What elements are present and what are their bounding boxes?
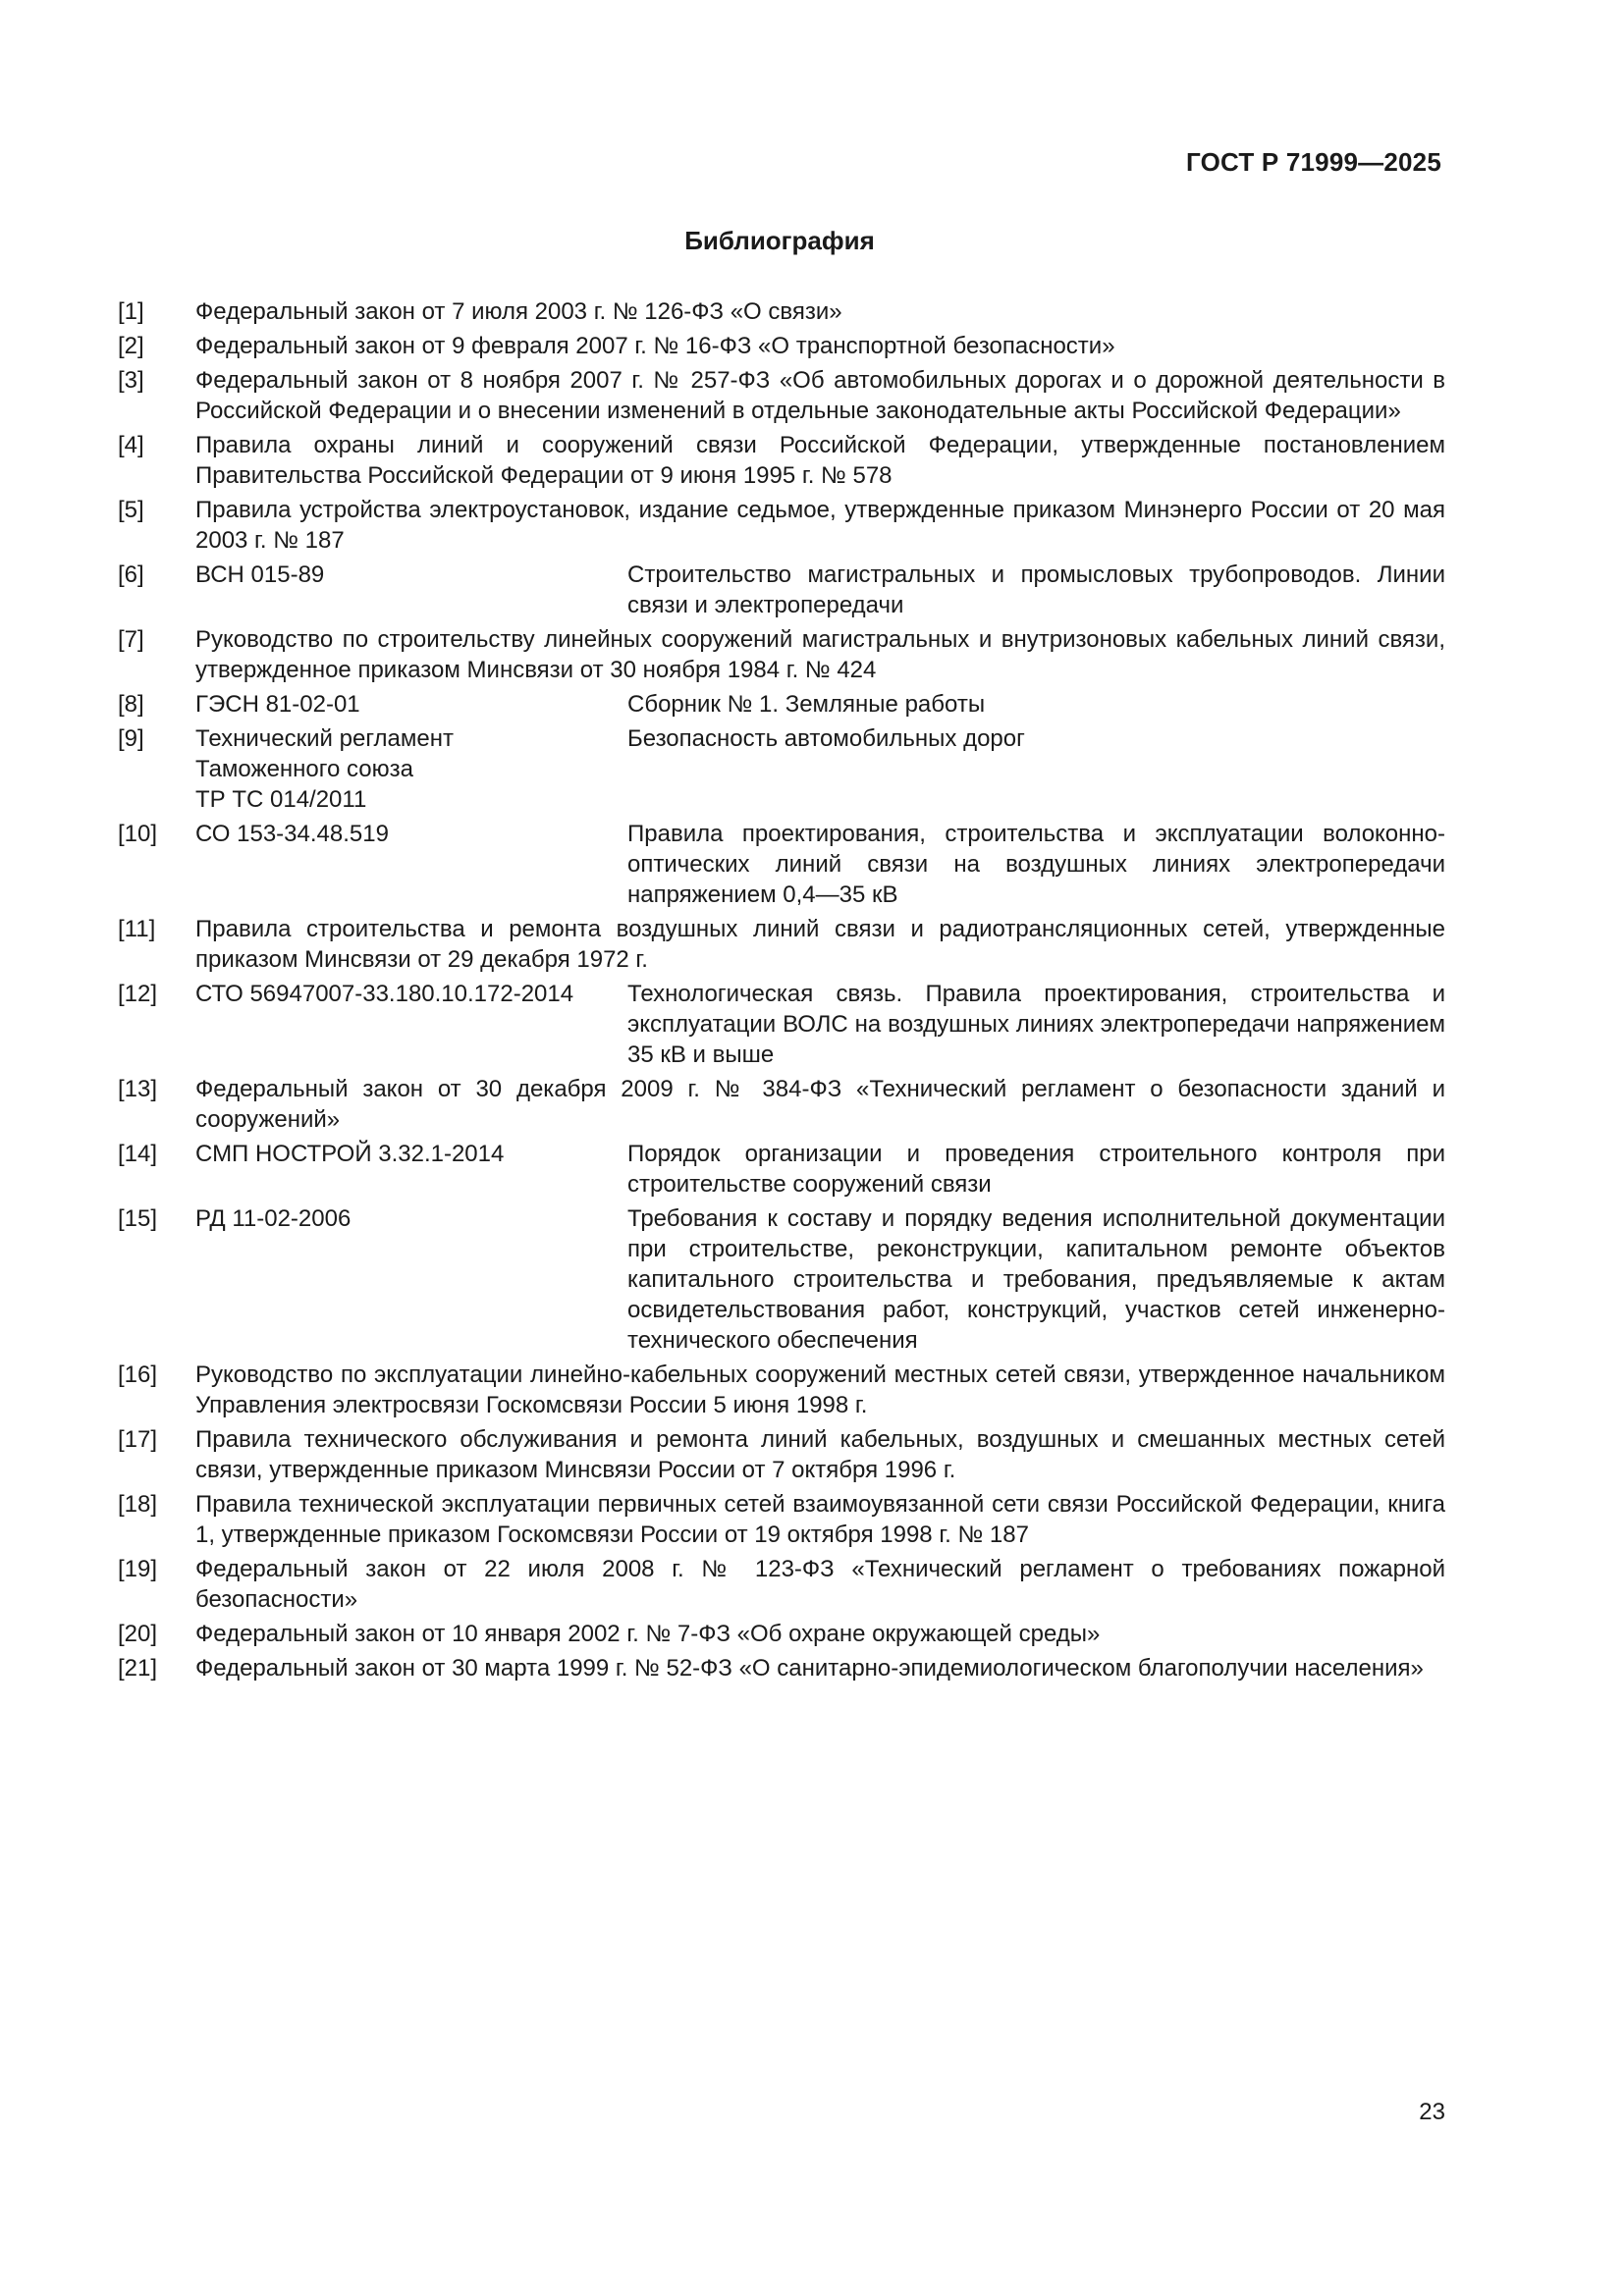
bibliography-entry	[118, 689, 1445, 720]
entry-number: [17]	[118, 1426, 158, 1453]
entry-number: [5]	[118, 497, 144, 523]
entry-number: [8]	[118, 691, 144, 718]
bibliography-entry	[118, 365, 1445, 426]
entry-text: Руководство по строительству линейных сооружений магистральных и внутризоновых кабельных линий связи, утвержденное приказом Минсвязи от 30 ноября 1984 г. № 424	[195, 626, 1445, 683]
entry-document-code: СТО 56947007-33.180.10.172-2014	[195, 981, 574, 1007]
entry-document-title: Безопасность автомобильных дорог	[627, 725, 1025, 752]
bibliography-entry	[118, 560, 1445, 620]
page-number: 23	[1419, 2099, 1445, 2125]
bibliography-entry	[118, 914, 1445, 975]
entry-document-code: ВСН 015-89	[195, 561, 325, 588]
entry-number: [18]	[118, 1491, 158, 1518]
entry-number: [1]	[118, 298, 144, 325]
entry-text: Федеральный закон от 9 февраля 2007 г. № 16-ФЗ «О транспортной безопасности»	[195, 333, 1115, 359]
entry-text: Федеральный закон от 7 июля 2003 г. № 126-ФЗ «О связи»	[195, 298, 842, 325]
bibliography-entry	[118, 331, 1445, 361]
bibliography-entry	[118, 1554, 1445, 1615]
entry-text: Федеральный закон от 10 января 2002 г. № 7-ФЗ «Об охране окружающей среды»	[195, 1621, 1101, 1647]
entry-number: [20]	[118, 1621, 158, 1647]
bibliography-entry	[118, 819, 1445, 910]
bibliography-entry	[118, 1203, 1445, 1356]
bibliography-entry	[118, 430, 1445, 491]
entry-document-code: ГЭСН 81-02-01	[195, 691, 360, 718]
entry-document-title: Технологическая связь. Правила проектирования, строительства и эксплуатации ВОЛС на воздушных линиях электропередачи напряжением 35 кВ и выше	[627, 981, 1445, 1068]
entry-number: [3]	[118, 367, 144, 394]
entry-number: [16]	[118, 1362, 158, 1388]
entry-number: [11]	[118, 916, 156, 942]
entry-document-code: СО 153-34.48.519	[195, 821, 389, 847]
entry-number: [9]	[118, 725, 144, 752]
bibliography-entry	[118, 1360, 1445, 1420]
bibliography-entry	[118, 495, 1445, 556]
entry-number: [15]	[118, 1205, 158, 1232]
bibliography-entry	[118, 1074, 1445, 1135]
entry-text: Правила технического обслуживания и ремонта линий кабельных, воздушных и смешанных местных сетей связи, утвержденные приказом Минсвязи России от 7 октября 1996 г.	[195, 1426, 1445, 1483]
entry-number: [10]	[118, 821, 158, 847]
entry-number: [6]	[118, 561, 144, 588]
bibliography-entry	[118, 1489, 1445, 1550]
entry-text: Федеральный закон от 22 июля 2008 г. № 123-ФЗ «Технический регламент о требованиях пожарной безопасности»	[195, 1556, 1445, 1613]
entry-document-title: Строительство магистральных и промысловых трубопроводов. Линии связи и электропередачи	[627, 561, 1445, 618]
entry-text: Федеральный закон от 30 марта 1999 г. № 52-ФЗ «О санитарно-эпидемиологическом благополучии населения»	[195, 1655, 1424, 1682]
entry-number: [19]	[118, 1556, 158, 1582]
page-title: Библиография	[684, 226, 875, 255]
entry-document-code: СМП НОСТРОЙ 3.32.1-2014	[195, 1141, 505, 1167]
entry-document-title: Требования к составу и порядку ведения исполнительной документации при строительстве, реконструкции, капитальном ремонте объектов капитального строительства и требования, предъявляемые к актам освидетельствования работ, конструкций, участков сетей инженерно-технического обеспечения	[627, 1205, 1445, 1354]
bibliography-entry	[118, 979, 1445, 1070]
entry-number: [13]	[118, 1076, 158, 1102]
entry-text: Федеральный закон от 8 ноября 2007 г. № 257-ФЗ «Об автомобильных дорогах и о дорожной деятельности в Российской Федерации и о внесении изменений в отдельные законодательные акты Российской Федерации»	[195, 367, 1445, 424]
entry-document-title: Сборник № 1. Земляные работы	[627, 691, 986, 718]
bibliography-entry	[118, 1619, 1445, 1649]
document-code-header: ГОСТ Р 71999—2025	[1186, 147, 1441, 177]
entry-text: Правила охраны линий и сооружений связи Российской Федерации, утвержденные постановлением Правительства Российской Федерации от 9 июня 1995 г. № 578	[195, 432, 1445, 489]
entry-number: [4]	[118, 432, 144, 458]
bibliography-entry	[118, 1424, 1445, 1485]
entry-text: Федеральный закон от 30 декабря 2009 г. № 384-ФЗ «Технический регламент о безопасности зданий и сооружений»	[195, 1076, 1445, 1133]
entry-text: Правила строительства и ремонта воздушных линий связи и радиотрансляционных сетей, утвержденные приказом Минсвязи от 29 декабря 1972 г.	[195, 916, 1445, 973]
entry-document-title: Правила проектирования, строительства и эксплуатации волоконно-оптических линий связи на воздушных линиях электропередачи напряжением 0,4—35 кВ	[627, 821, 1445, 908]
entry-document-title: Порядок организации и проведения строительного контроля при строительстве сооружений связи	[627, 1141, 1445, 1198]
entry-number: [7]	[118, 626, 144, 653]
entry-number: [12]	[118, 981, 158, 1007]
entry-number: [21]	[118, 1655, 158, 1682]
entry-text: Правила устройства электроустановок, издание седьмое, утвержденные приказом Минэнерго России от 20 мая 2003 г. № 187	[195, 497, 1445, 554]
entry-number: [2]	[118, 333, 144, 359]
bibliography-entry	[118, 1139, 1445, 1200]
bibliography-entry	[118, 723, 1445, 815]
entry-number: [14]	[118, 1141, 158, 1167]
entry-text: Правила технической эксплуатации первичных сетей взаимоувязанной сети связи Российской Федерации, книга 1, утвержденные приказом Госкомсвязи России от 19 октября 1998 г. № 187	[195, 1491, 1445, 1548]
entry-text: Руководство по эксплуатации линейно-кабельных сооружений местных сетей связи, утвержденное начальником Управления электросвязи Госкомсвязи России 5 июня 1998 г.	[195, 1362, 1445, 1418]
entry-document-code: Технический регламент Таможенного союза ТР ТС 014/2011	[195, 725, 454, 813]
entry-document-code: РД 11-02-2006	[195, 1205, 352, 1232]
bibliography-entry	[118, 1653, 1445, 1683]
bibliography-list	[118, 296, 1445, 1687]
bibliography-entry	[118, 624, 1445, 685]
bibliography-entry	[118, 296, 1445, 327]
